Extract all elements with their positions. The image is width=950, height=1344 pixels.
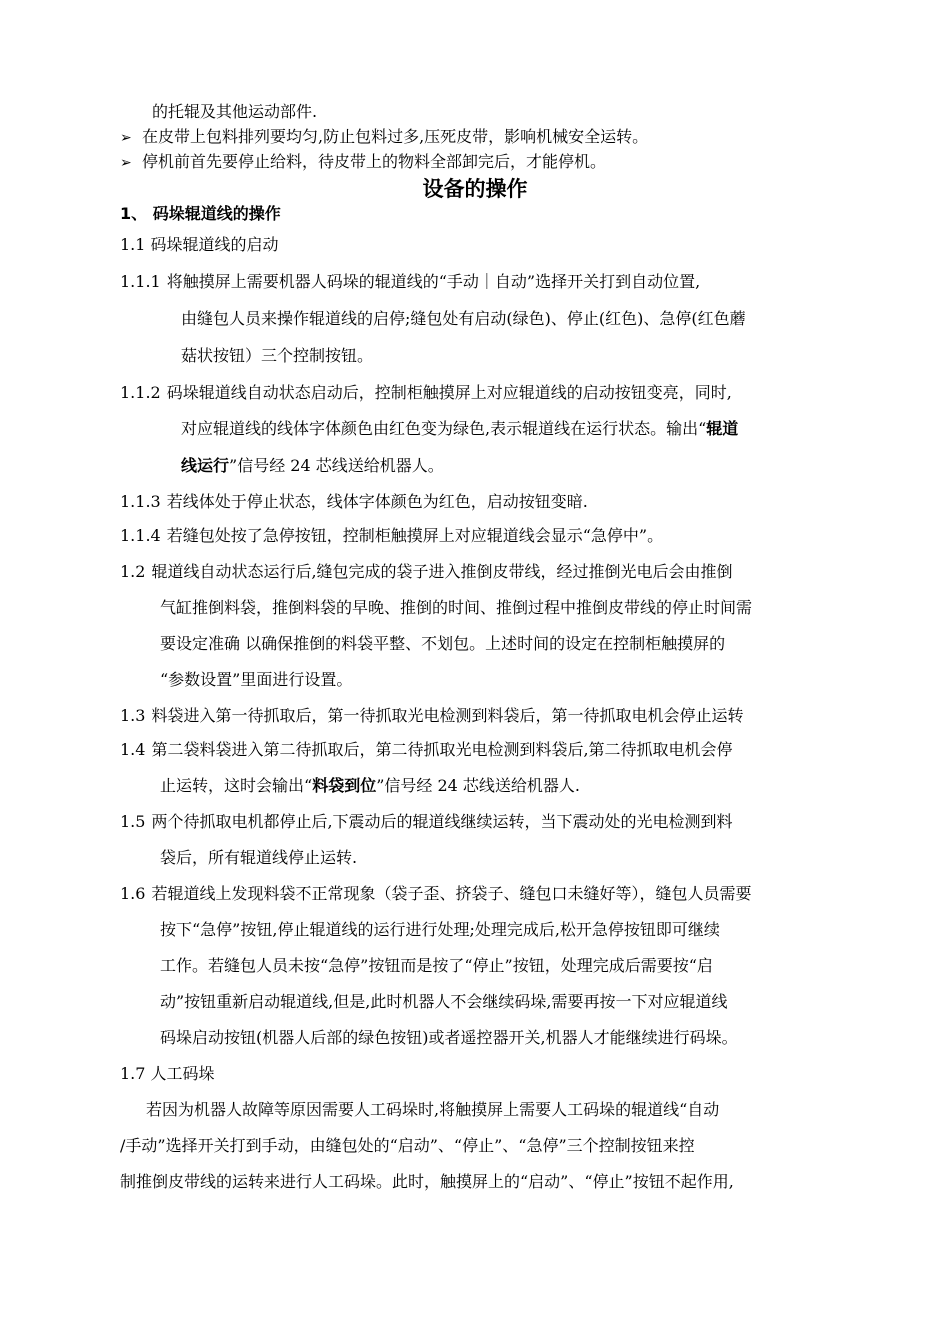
page-heading: 设备的操作 [422, 177, 528, 201]
bullet-text: 停机前首先要停止给料，待皮带上的物料全部卸完后，才能停机。 [142, 152, 607, 171]
bullet-text: 在皮带上包料排列要均匀,防止包料过多,压死皮带，影响机械安全运转。 [142, 127, 649, 146]
paragraph-1-2-line-4: “参数设置”里面进行设置。 [160, 670, 353, 689]
subsection-title: 1.7 人工码垛 [120, 1064, 215, 1083]
paragraph-1-1-2-line-2: 对应辊道线的线体字体颜色由红色变为绿色,表示辊道线在运行状态。输出“辊道 [181, 419, 739, 438]
paragraph-1-6-line-4: 动”按钮重新启动辊道线,但是,此时机器人不会继续码垛,需要再按一下对应辊道线 [160, 992, 728, 1011]
paragraph-1-1-2-line-3: 线运行”信号经 24 芯线送给机器人。 [181, 456, 444, 475]
item-number: 1.3 [120, 706, 146, 725]
paragraph-1-1-1-line-1: 1.1.1 将触摸屏上需要机器人码垛的辊道线的“手动｜自动”选择开关打到自动位置, [120, 272, 701, 291]
paragraph-1-6-line-2: 按下“急停”按钮,停止辊道线的运行进行处理;处理完成后,松开急停按钮即可继续 [160, 920, 720, 939]
item-number: 1.1.4 [120, 526, 161, 545]
item-number: 1.1.2 [120, 383, 161, 402]
arrow-bullet-icon: ➢ [120, 130, 132, 146]
paragraph-1-4-line-1: 1.4 第二袋料袋进入第二待抓取后，第二待抓取光电检测到料袋后,第二待抓取电机会停 [120, 740, 733, 759]
bold-term: 线运行 [181, 456, 230, 475]
item-number: 1.6 [120, 884, 146, 903]
section-title: 1、 码垛辊道线的操作 [120, 204, 281, 223]
paragraph-1-5-line-1: 1.5 两个待抓取电机都停止后,下震动后的辊道线继续运转，当下震动处的光电检测到料 [120, 812, 733, 831]
paragraph-1-5-line-2: 袋后，所有辊道线停止运转. [160, 848, 358, 867]
bullet-item [120, 152, 606, 173]
paragraph-1-4-line-2: 止运转，这时会输出“料袋到位”信号经 24 芯线送给机器人. [160, 776, 581, 795]
paragraph-1-1-3: 1.1.3 若线体处于停止状态，线体字体颜色为红色，启动按钮变暗. [120, 492, 588, 511]
bullet-item [120, 127, 648, 148]
paragraph-1-1-2-line-1: 1.1.2 码垛辊道线自动状态启动后，控制柜触摸屏上对应辊道线的启动按钮变亮，同时, [120, 383, 732, 402]
item-number: 1.1.1 [120, 272, 161, 291]
item-number: 1.4 [120, 740, 146, 759]
paragraph-1-1-1-line-3: 菇状按钮）三个控制按钮。 [181, 346, 374, 365]
item-number: 1.5 [120, 812, 146, 831]
paragraph-1-3: 1.3 料袋进入第一待抓取后，第一待抓取光电检测到料袋后，第一待抓取电机会停止运转 [120, 706, 744, 725]
paragraph-1-1-1-line-2: 由缝包人员来操作辊道线的启停;缝包处有启动(绿色)、停止(红色)、急停(红色蘑 [181, 309, 746, 328]
paragraph-1-1-4: 1.1.4 若缝包处按了急停按钮，控制柜触摸屏上对应辊道线会显示“急停中”。 [120, 526, 664, 545]
bold-term: 辊道 [706, 419, 739, 438]
paragraph-1-2-line-2: 气缸推倒料袋，推倒料袋的早晚、推倒的时间、推倒过程中推倒皮带线的停止时间需 [160, 598, 753, 617]
bold-term: 料袋到位 [312, 776, 377, 795]
paragraph-1-7-line-1: 若因为机器人故障等原因需要人工码垛时,将触摸屏上需要人工码垛的辊道线“自动 [146, 1100, 720, 1119]
paragraph-1-6-line-3: 工作。若缝包人员未按“急停”按钮而是按了“停止”按钮，处理完成后需要按“启 [160, 956, 713, 975]
paragraph-1-2-line-3: 要设定准确 以确保推倒的料袋平整、不划包。上述时间的设定在控制柜触摸屏的 [160, 634, 726, 653]
paragraph-1-6-line-5: 码垛启动按钮(机器人后部的绿色按钮)或者遥控器开关,机器人才能继续进行码垛。 [160, 1028, 738, 1047]
paragraph-1-7-line-2: /手动”选择开关打到手动，由缝包处的“启动”、“停止”、“急停”三个控制按钮来控 [120, 1136, 695, 1155]
bullet-continuation: 的托辊及其他运动部件. [152, 102, 318, 121]
paragraph-1-7-line-3: 制推倒皮带线的运转来进行人工码垛。此时，触摸屏上的“启动”、“停止”按钮不起作用, [120, 1172, 734, 1191]
subsection-title: 1.1 码垛辊道线的启动 [120, 235, 279, 254]
item-number: 1.1.3 [120, 492, 161, 511]
paragraph-1-6-line-1: 1.6 若辊道线上发现料袋不正常现象（袋子歪、挤袋子、缝包口未缝好等），缝包人员需要 [120, 884, 752, 903]
paragraph-1-2-line-1: 1.2 辊道线自动状态运行后,缝包完成的袋子进入推倒皮带线，经过推倒光电后会由推倒 [120, 562, 733, 581]
item-number: 1.2 [120, 562, 146, 581]
arrow-bullet-icon: ➢ [120, 155, 132, 171]
